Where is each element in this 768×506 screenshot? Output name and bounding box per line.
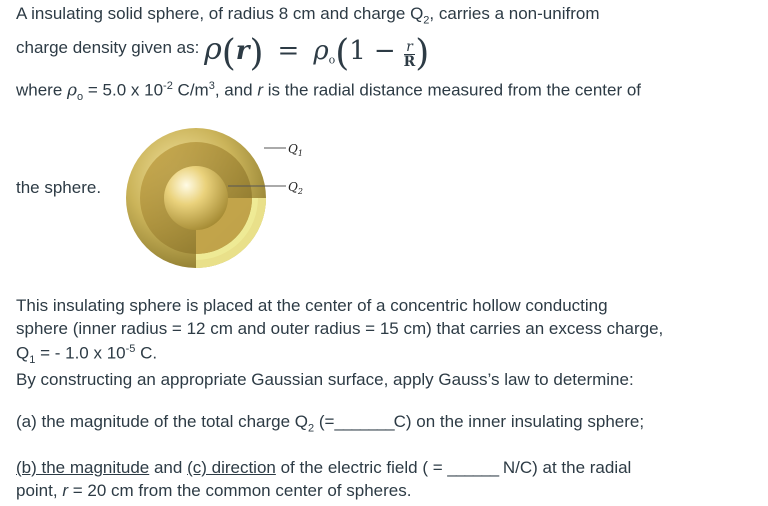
q1-label: $Q_1$ (288, 142, 303, 158)
sphere-diagram (118, 126, 318, 276)
q2-label: $Q_2$ (288, 180, 303, 196)
inner-insulating-sphere (164, 166, 228, 230)
charge-density-line: charge density given as: $\rho(r) = \rho_o(1$ − $\frac{r}{R}$ ) (16, 32, 430, 74)
para2-line2: sphere (inner radius = 12 cm and outer radius = 15 cm) that carries an excess charge, (16, 319, 664, 338)
q1-label-group (264, 142, 303, 158)
charge-density-formula: $\rho(r) = \rho_o(1$ − $\frac{r}{R}$ ) (204, 32, 430, 74)
density-values-line: where $\rho_o = 5.0$ x $10^{-2}$ $C/m^3$, and r is the radial distance measured from the center of (16, 80, 642, 104)
para2-line3: $Q_1$ = - 1.0 x $10^{-5}$ C. (16, 343, 158, 367)
problem-intro-line: A insulating solid sphere, of radius 8 cm and charge $Q_2$, carries a non-unifrom (16, 4, 600, 27)
part-b-answer-blank[interactable]: ______ (447, 458, 499, 477)
r-over-R-fraction: $\frac{r}{R}$ (403, 39, 416, 70)
part-a-question: (a) the magnitude of the total charge $Q_2$ (=_______C) on the inner insulating sphere; (16, 412, 645, 435)
sphere-cutaway-figure (118, 126, 318, 276)
para2-line1: This insulating sphere is placed at the center of a concentric hollow conducting (16, 296, 608, 315)
part-b-question: (b) the magnitude and (c) direction of the electric field ( = ______ N/C) at the radial (16, 458, 632, 477)
gauss-instruction: By constructing an appropriate Gaussian surface, apply Gauss’s law to determine: (16, 370, 634, 389)
part-a-answer-blank[interactable]: _______ (334, 412, 394, 431)
the-sphere-text: the sphere. (16, 178, 102, 197)
part-b-question-line2: point, r = 20 cm from the common center of spheres. (16, 481, 412, 500)
